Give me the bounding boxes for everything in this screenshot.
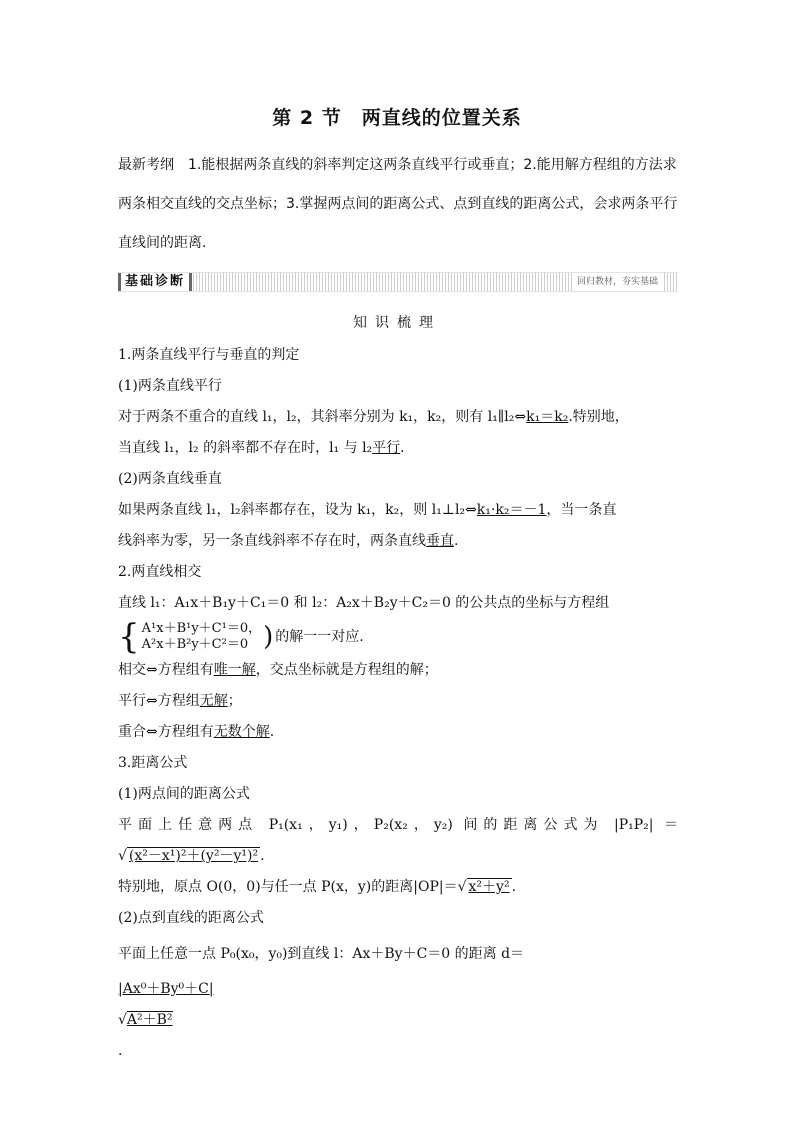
- syllabus-text: 1.能根据两条直线的斜率判定这两条直线平行或垂直；2.能用解方程组的方法求两条相交直线的交点坐标；3.掌握两点间的距离公式、点到直线的距离公式，会求两条平行直线间的距离.: [118, 157, 678, 251]
- s2-r2: 平行⇔方程组无解；: [118, 693, 242, 709]
- system-row-1: A¹x＋B¹y＋C¹＝0，: [141, 621, 262, 636]
- underlined-answer: 无数个解: [213, 724, 270, 740]
- s1-p2-line1: 如果两条直线 l₁，l₂斜率都存在，设为 k₁，k₂，则 l₁⊥l₂⇔k₁·k₂＝－1，当一条直: [118, 502, 617, 518]
- syllabus-paragraph: [118, 146, 678, 263]
- s3-p2-line: 平面上任意一点 P₀(x₀，y₀)到直线 l：Ax＋By＋C＝0 的距离 d＝: [118, 946, 525, 962]
- banner-tag: 基础诊断: [118, 273, 192, 291]
- section-title: 知识梳理: [353, 315, 441, 331]
- s1-p1-line1: 对于两条不重合的直线 l₁，l₂，其斜率分别为 k₁，k₂，则有 l₁∥l₂⇔k₁＝k₂.特别地，: [118, 409, 629, 425]
- page-title: 第 2 节 两直线的位置关系: [272, 107, 522, 129]
- s2-r1: 相交⇔方程组有唯一解，交点坐标就是方程组的解；: [118, 662, 438, 678]
- s1-p2-heading: (2)两条直线垂直: [118, 471, 222, 487]
- right-paren-icon: ): [263, 622, 274, 652]
- underlined-answer: k₁·k₂＝－1: [476, 502, 547, 518]
- s1-p1-heading: (1)两条直线平行: [118, 378, 222, 394]
- s2-r3: 重合⇔方程组有无数个解.: [118, 724, 275, 740]
- s2-heading: 2.两直线相交: [118, 564, 202, 580]
- banner-subtitle: 回归教材，夯实基础: [573, 273, 662, 291]
- left-brace-icon: {: [118, 617, 140, 657]
- equation-system: [118, 619, 678, 655]
- sqrt-formula: √ (x²－x¹)²＋(y²－y¹)²: [118, 848, 259, 864]
- s3-p1-formula: √ (x²－x¹)²＋(y²－y¹)² .: [118, 841, 678, 872]
- s3-p1-special: 特别地，原点 O(0，0)与任一点 P(x，y)的距离|OP|＝√ x²＋y² .: [118, 872, 678, 903]
- s1-heading: 1.两条直线平行与垂直的判定: [118, 347, 300, 363]
- sqrt-formula: √ x²＋y²: [457, 879, 510, 895]
- underlined-answer: 平行: [372, 440, 401, 456]
- s3-heading: 3.距离公式: [118, 755, 188, 771]
- s3-p2-heading: (2)点到直线的距离公式: [118, 910, 264, 926]
- s3-p1-heading: (1)两点间的距离公式: [118, 786, 250, 802]
- syllabus-lead: 最新考纲: [118, 157, 174, 173]
- underlined-answer: 唯一解: [213, 662, 256, 678]
- content-body: 1.两条直线平行与垂直的判定 (1)两条直线平行 对于两条不重合的直线 l₁，l₂，其斜率分别为 k₁，k₂，则有 l₁∥l₂⇔k₁＝k₂.特别地， 当直线 l₁，l₂ 的斜率都不存在时，l₁ 与 l₂平行. (2)两条直线垂直 如果两条直线 l₁，l₂斜率都存在，设为 k₁，k₂，则 l₁⊥l₂⇔k₁·k₂＝－1，当一条直 线斜率为零，另一条直线斜率不存在时，两条直线垂直. 2.两直线相交 直线 l₁：A₁x＋B₁y＋C₁＝0 和 l₂：A₂x＋B₂y＋C₂＝0 的公共点的坐标与方程组 { A¹x＋B¹y＋C¹＝0， A²x＋B²y＋C²＝0 ) 的解一一对应. 相交⇔方程组有唯一解，交点坐标就是方程组的解； 平行⇔方程组无解； 重合⇔方程组有无数个解. 3.距离公式 (1)两点间的距离公式 平面上任意两点 P₁(x₁，y₁)，P₂(x₂，y₂) 间的距离公式为 |P₁P₂| ＝ √ (x²－x¹)²＋(y²－y¹)² . 特别地，原点 O(0，0)与任一点 P(x，y)的距离|OP|＝√ x²＋y² . (2)点到直线的距离公式 平面上任意一点 P₀(x₀，y₀)到直线 l：Ax＋By＋C＝0 的距离 d＝ |Ax⁰＋By⁰＋C| √A²＋B² .: [118, 340, 678, 1067]
- s2-line1: 直线 l₁：A₁x＋B₁y＋C₁＝0 和 l₂：A₂x＋B₂y＋C₂＝0 的公共点的坐标与方程组: [118, 595, 610, 611]
- system-tail: 的解一一对应.: [275, 629, 364, 645]
- section-banner: [118, 272, 678, 292]
- system-row-2: A²x＋B²y＋C²＝0: [141, 637, 249, 652]
- s1-p2-line2: 线斜率为零，另一条直线斜率不存在时，两条直线垂直.: [118, 533, 459, 549]
- underlined-answer: k₁＝k₂: [526, 409, 569, 425]
- s3-p1-line: 平面上任意两点 P₁(x₁，y₁)，P₂(x₂，y₂) 间的距离公式为 |P₁P₂| ＝: [118, 817, 678, 833]
- underlined-answer: 无解: [199, 693, 228, 709]
- s1-p1-line2: 当直线 l₁，l₂ 的斜率都不存在时，l₁ 与 l₂平行.: [118, 440, 405, 456]
- underlined-answer: 垂直: [426, 533, 454, 549]
